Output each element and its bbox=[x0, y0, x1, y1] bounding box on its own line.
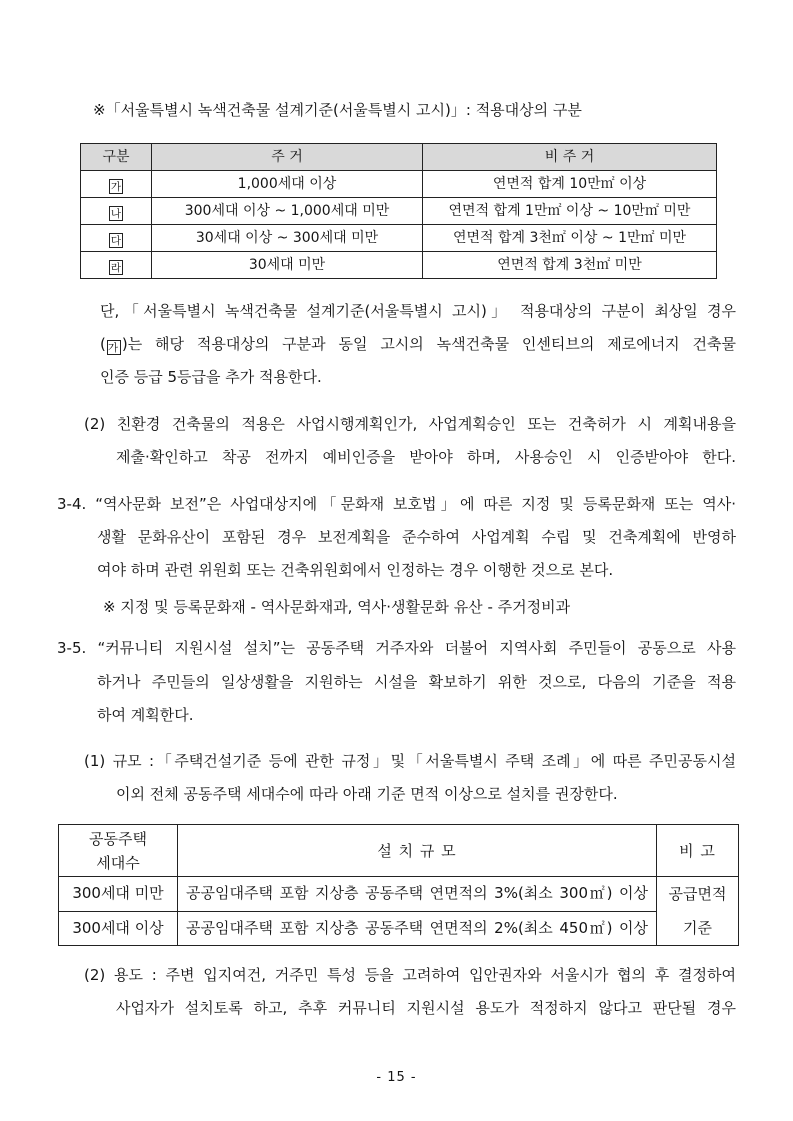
section-3-4-line-1: 3-4. “역사문화 보전”은 사업대상지에「문화재 보호법」에 따른 지정 및 등록문화재 또는 역사· bbox=[57, 495, 736, 513]
item-1-scale-line-2: 이외 전체 공동주택 세대수에 따라 아래 기준 면적 이상으로 설치를 권장한다. bbox=[116, 785, 618, 803]
item-2-green-line-1: (2) 친환경 건축물의 적용은 사업시행계획인가, 사업계획승인 또는 건축허가 시 계획내용을 bbox=[84, 415, 736, 433]
category-cell bbox=[81, 171, 152, 198]
category-cell bbox=[81, 225, 152, 252]
table-row bbox=[81, 252, 717, 279]
item-2-green-line-2: 제출·확인하고 착공 전까지 예비인증을 받아야 하며, 사용승인 시 인증받아야 한다. bbox=[116, 448, 736, 466]
item-2-use-line-2: 사업자가 설치토록 하고, 추후 커뮤니티 지원시설 용도가 적정하지 않다고 판단될 경우 bbox=[116, 999, 736, 1017]
table-header-row bbox=[81, 144, 717, 171]
proviso-line-3: 인증 등급 5등급을 추가 적용한다. bbox=[100, 368, 322, 386]
table-row bbox=[59, 877, 739, 912]
header-residential: 주 거 bbox=[152, 144, 423, 171]
table-row bbox=[81, 171, 717, 198]
boxed-mark: 라 bbox=[110, 262, 122, 274]
section-3-5-line-2: 하거나 주민들의 일상생활을 지원하는 시설을 확보하기 위한 것으로, 다음의 기준을 적용 bbox=[97, 673, 736, 691]
residential-cell: 30세대 미만 bbox=[152, 252, 423, 279]
section-3-5-line-3: 하여 계획한다. bbox=[97, 706, 194, 724]
section-3-5-line-1: 3-5. “커뮤니티 지원시설 설치”는 공동주택 거주자와 더불어 지역사회 주민들이 공동으로 사용 bbox=[57, 639, 736, 657]
households-cell: 300세대 이상 bbox=[59, 911, 178, 946]
households-cell: 300세대 미만 bbox=[59, 877, 178, 912]
page-number: - 15 - bbox=[376, 1070, 417, 1085]
category-cell bbox=[81, 252, 152, 279]
scale-cell: 공공임대주택 포함 지상층 공동주택 연면적의 2%(최소 450㎡) 이상 bbox=[178, 911, 657, 946]
header-nonresidential: 비 주 거 bbox=[423, 144, 717, 171]
boxed-mark: 다 bbox=[110, 235, 122, 247]
boxed-mark: 나 bbox=[110, 208, 122, 220]
table-row bbox=[81, 225, 717, 252]
table-header-row bbox=[59, 825, 739, 877]
remarks-cell bbox=[657, 877, 739, 946]
proviso-line-2 bbox=[100, 333, 736, 355]
boxed-mark: 가 bbox=[110, 181, 122, 193]
header-scale: 설 치 규 모 bbox=[178, 825, 657, 877]
residential-cell: 30세대 이상 ~ 300세대 미만 bbox=[152, 225, 423, 252]
header-households-line-2: 세대수 bbox=[96, 853, 140, 872]
section-3-4-line-2: 생활 문화유산이 포함된 경우 보전계획을 준수하여 사업계획 수립 및 건축계획에 반영하 bbox=[97, 528, 736, 546]
proviso-line-1: 단,「서울특별시 녹색건축물 설계기준(서울특별시 고시)」 적용대상의 구분이 최상일 경우 bbox=[100, 302, 736, 320]
residential-cell: 1,000세대 이상 bbox=[152, 171, 423, 198]
header-households bbox=[59, 825, 178, 877]
facility-table bbox=[58, 824, 739, 946]
nonresidential-cell: 연면적 합계 10만㎡ 이상 bbox=[423, 171, 717, 198]
remarks-line-1: 공급면적 bbox=[668, 885, 727, 903]
nonresidential-cell: 연면적 합계 3천㎡ 이상 ~ 1만㎡ 미만 bbox=[423, 225, 717, 252]
classification-table bbox=[80, 143, 717, 279]
item-1-scale-line-1: (1) 규모 :「주택건설기준 등에 관한 규정」및「서울특별시 주택 조례」에 따른 주민공동시설 bbox=[84, 752, 736, 770]
item-2-use-line-1: (2) 용도 : 주변 입지여건, 거주민 특성 등을 고려하여 입안권자와 서울시가 협의 후 결정하여 bbox=[84, 966, 736, 984]
category-cell bbox=[81, 198, 152, 225]
note-heading: ※「서울특별시 녹색건축물 설계기준(서울특별시 고시)」: 적용대상의 구분 bbox=[93, 101, 582, 119]
proviso-line-2-text: )는 해당 적용대상의 구분과 동일 고시의 녹색건축물 인센티브의 제로에너지 건축물 bbox=[121, 335, 736, 353]
scale-cell: 공공임대주택 포함 지상층 공동주택 연면적의 3%(최소 300㎡) 이상 bbox=[178, 877, 657, 912]
section-3-4-note: ※ 지정 및 등록문화재 - 역사문화재과, 역사·생활문화 유산 - 주거정비과 bbox=[103, 598, 571, 616]
table-row bbox=[59, 911, 739, 946]
header-remarks: 비 고 bbox=[657, 825, 739, 877]
section-3-4-line-3: 여야 하며 관련 위원회 또는 건축위원회에서 인정하는 경우 이행한 것으로 본다. bbox=[97, 561, 614, 579]
header-category: 구분 bbox=[81, 144, 152, 171]
nonresidential-cell: 연면적 합계 3천㎡ 미만 bbox=[423, 252, 717, 279]
remarks-line-2: 기준 bbox=[683, 919, 712, 937]
residential-cell: 300세대 이상 ~ 1,000세대 미만 bbox=[152, 198, 423, 225]
proviso-open-paren: ( bbox=[100, 335, 106, 353]
table-row bbox=[81, 198, 717, 225]
nonresidential-cell: 연면적 합계 1만㎡ 이상 ~ 10만㎡ 미만 bbox=[423, 198, 717, 225]
header-households-line-1: 공동주택 bbox=[89, 829, 147, 848]
boxed-mark: 가 bbox=[107, 340, 121, 355]
